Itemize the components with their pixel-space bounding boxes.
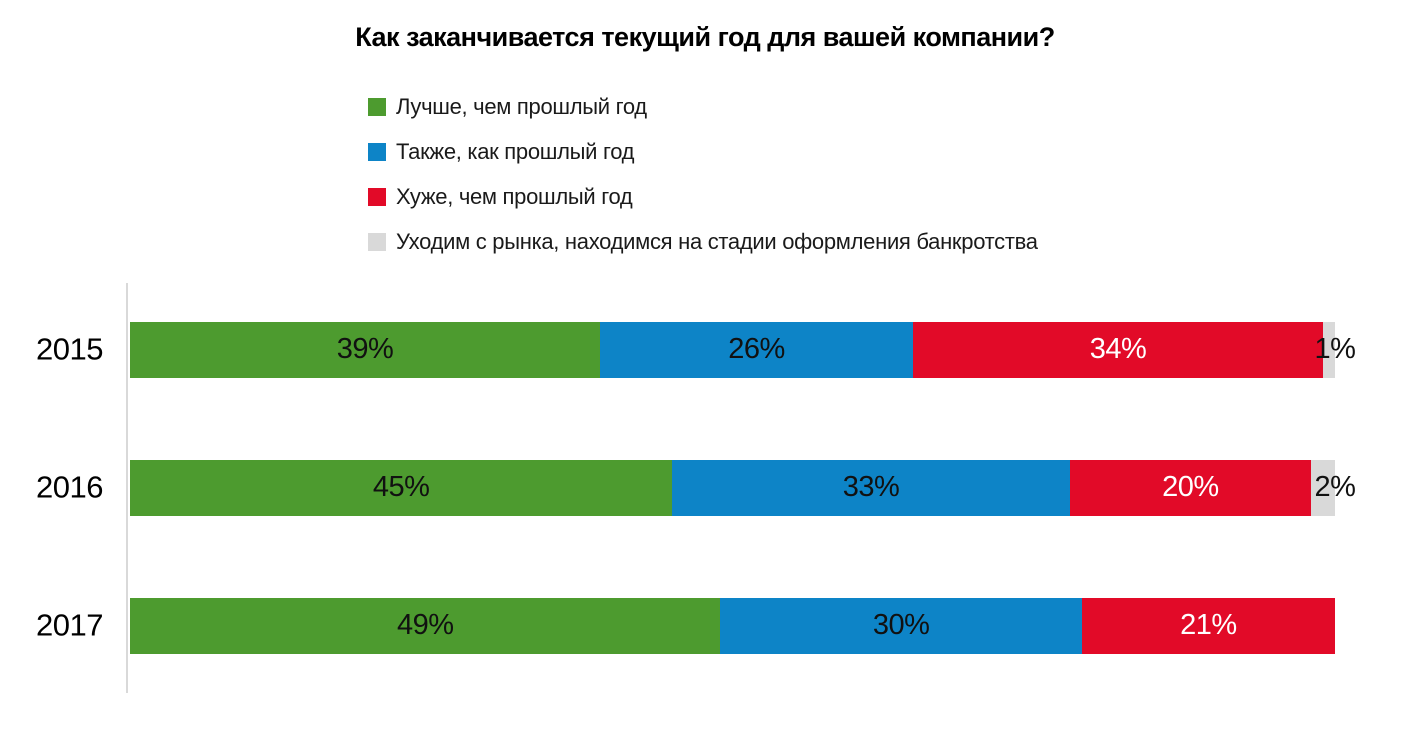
bar-row xyxy=(0,598,1420,654)
bar-segment-label: 21% xyxy=(1180,608,1237,641)
chart-title: Как заканчивается текущий год для вашей компании? xyxy=(355,22,1055,52)
bar-segment-label: 39% xyxy=(336,332,394,365)
bar-track xyxy=(130,460,1356,516)
category-label: 2015 xyxy=(36,331,103,367)
bar-segment-label: 2% xyxy=(1314,470,1356,503)
bar-track xyxy=(130,322,1356,378)
legend-label: Лучше, чем прошлый год xyxy=(396,93,647,119)
category-label: 2016 xyxy=(36,469,103,505)
bar-segment xyxy=(672,460,1070,516)
legend-label: Уходим с рынка, находимся на стадии оформления банкротства xyxy=(396,228,1038,254)
bar-segment-label: 1% xyxy=(1314,332,1356,365)
bar-segment xyxy=(600,322,913,378)
bar-segment xyxy=(130,460,672,516)
bar-segment xyxy=(130,322,600,378)
bar-segment xyxy=(913,322,1323,378)
bar-row xyxy=(0,460,1420,516)
bar-segment xyxy=(1314,322,1356,378)
bar-segment-label: 30% xyxy=(872,608,930,641)
bar-segment-label: 20% xyxy=(1162,470,1219,503)
bar-segment xyxy=(1070,460,1311,516)
bar-segment-label: 34% xyxy=(1089,332,1147,365)
bar-segment-label: 26% xyxy=(728,332,785,365)
bar-segment-label: 33% xyxy=(842,470,900,503)
bar-segment xyxy=(130,598,720,654)
category-label: 2017 xyxy=(36,607,103,643)
legend-label: Также, как прошлый год xyxy=(396,138,635,164)
bar-segment xyxy=(720,598,1082,654)
bar-track xyxy=(130,598,1335,654)
bar-segment-label: 49% xyxy=(396,608,454,641)
bar-segment xyxy=(1311,460,1356,516)
bar-row xyxy=(0,322,1420,378)
legend-label: Хуже, чем прошлый год xyxy=(396,183,633,209)
bar-segment-label: 45% xyxy=(372,470,430,503)
bar-segment xyxy=(1082,598,1335,654)
